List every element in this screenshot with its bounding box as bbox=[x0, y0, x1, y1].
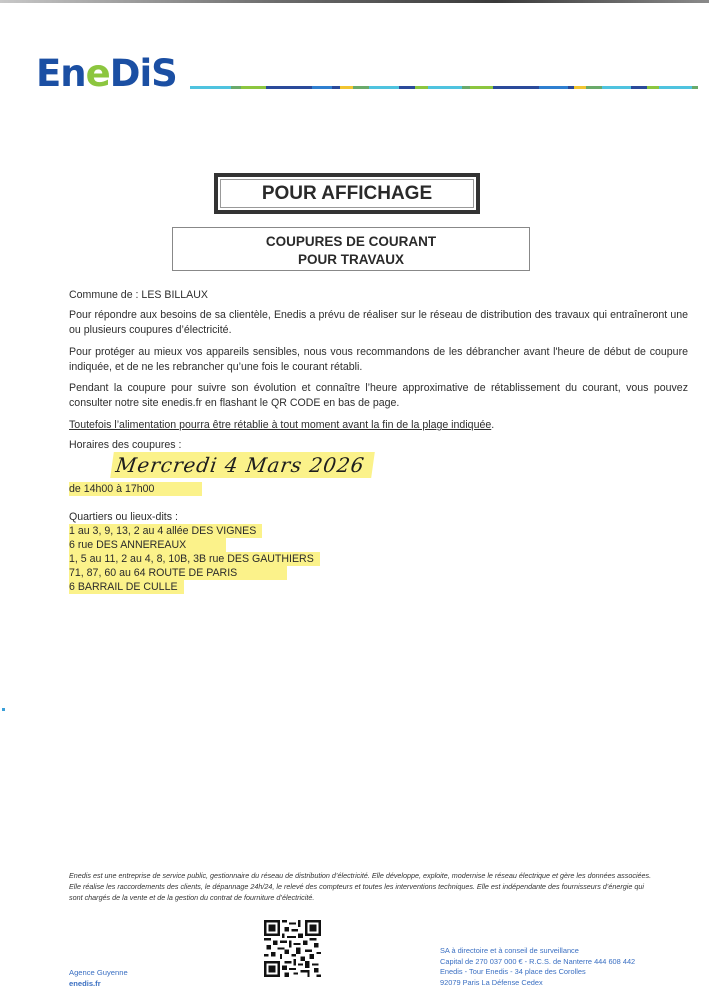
scan-top-edge bbox=[0, 0, 709, 3]
color-bar-segment bbox=[602, 86, 630, 89]
color-bar-segment bbox=[428, 86, 463, 89]
warning-period: . bbox=[491, 419, 495, 431]
color-bar-segment bbox=[332, 86, 340, 89]
color-bar-segment bbox=[399, 86, 415, 89]
subtitle-box bbox=[172, 227, 530, 271]
location-item: 1, 5 au 11, 2 au 4, 8, 10B, 3B rue DES GAUTHIERS bbox=[69, 552, 320, 566]
location-item: 6 BARRAIL DE CULLE bbox=[69, 580, 184, 594]
outage-hours: de 14h00 à 17h00 bbox=[69, 482, 202, 496]
color-bar-segment bbox=[231, 86, 241, 89]
subtitle-line-1: COUPURES DE COURANT bbox=[265, 234, 437, 249]
legal-notice: Enedis est une entreprise de service public, gestionnaire du réseau de distribution d’électricité. Elle développe, exploite, modernise le réseau électrique et gère les données associées. Elle réalise les raccordements des clients, le dépannage 24h/24, le relevé des compteurs et toutes les interventions techniques. Elle est indépendante des fournisseurs d’énergie qui sont chargés de la vente et de la gestion du contrat de fourniture d’électricité. bbox=[69, 871, 652, 902]
company-line: Capital de 270 037 000 € - R.C.S. de Nanterre 444 608 442 bbox=[440, 956, 636, 966]
subtitle-line-2: POUR TRAVAUX bbox=[297, 252, 404, 267]
brand-color-bar bbox=[190, 86, 698, 89]
color-bar-segment bbox=[574, 86, 586, 89]
logo-part-e: e bbox=[85, 52, 110, 95]
scan-mark bbox=[2, 708, 5, 711]
location-item: 1 au 3, 9, 13, 2 au 4 allée DES VIGNES bbox=[69, 524, 262, 538]
paragraph-protect: Pour protéger au mieux vos appareils sensibles, nous vous recommandons de les débrancher avant l'heure de début de coupure indiquée, et de ne les rebrancher qu’une fois le courant rétabli. bbox=[69, 346, 688, 373]
paragraph-intro: Pour répondre aux besoins de sa clientèle, Enedis a prévu de réaliser sur le réseau de distribution des travaux qui entraîneront une ou plusieurs coupures d’électricité. bbox=[69, 309, 688, 336]
color-bar-segment bbox=[266, 86, 312, 89]
handwritten-date: Mercredi 4 Mars 2026 bbox=[110, 452, 374, 478]
color-bar-segment bbox=[631, 86, 647, 89]
agency-block bbox=[69, 967, 128, 989]
locations-label: Quartiers ou lieux-dits : bbox=[69, 511, 178, 523]
color-bar-segment bbox=[369, 86, 399, 89]
color-bar-segment bbox=[241, 86, 266, 89]
company-line: 92079 Paris La Défense Cedex bbox=[440, 977, 543, 987]
company-info bbox=[440, 946, 635, 988]
company-line: Enedis - Tour Enedis - 34 place des Corolles bbox=[440, 967, 586, 976]
qr-code-icon[interactable] bbox=[264, 920, 321, 977]
warning-text: Toutefois l’alimentation pourra être rétablie à tout moment avant la fin de la plage indiquée bbox=[69, 419, 492, 431]
color-bar-segment bbox=[415, 86, 427, 89]
color-bar-segment bbox=[190, 86, 231, 89]
color-bar-segment bbox=[586, 86, 602, 89]
color-bar-segment bbox=[353, 86, 369, 89]
logo-part-en: En bbox=[36, 52, 86, 95]
website-link[interactable]: enedis.fr bbox=[69, 979, 101, 988]
location-item: 71, 87, 60 au 64 ROUTE DE PARIS bbox=[69, 566, 287, 580]
paragraph-follow: Pendant la coupure pour suivre son évolution et connaître l’heure approximative de rétablissement du courant, vous pouvez consulter notre site enedis.fr en flashant le QR CODE en bas de page. bbox=[69, 382, 688, 409]
display-title-box bbox=[214, 173, 480, 214]
commune-line: Commune de : LES BILLAUX bbox=[69, 289, 208, 301]
locations-section bbox=[69, 510, 320, 594]
color-bar-segment bbox=[692, 86, 698, 89]
color-bar-segment bbox=[462, 86, 470, 89]
company-line: SA à directoire et à conseil de surveillance bbox=[440, 946, 579, 955]
color-bar-segment bbox=[493, 86, 540, 89]
agency-name: Agence Guyenne bbox=[69, 968, 128, 977]
color-bar-segment bbox=[470, 86, 492, 89]
color-bar-segment bbox=[659, 86, 692, 89]
enedis-logo bbox=[36, 54, 177, 94]
warning-line bbox=[69, 418, 688, 433]
color-bar-segment bbox=[539, 86, 567, 89]
schedule-label: Horaires des coupures : bbox=[69, 439, 182, 451]
color-bar-segment bbox=[647, 86, 659, 89]
display-title: POUR AFFICHAGE bbox=[261, 182, 433, 204]
color-bar-segment bbox=[312, 86, 332, 89]
location-item: 6 rue DES ANNEREAUX bbox=[69, 538, 226, 552]
logo-part-dis: DiS bbox=[109, 52, 177, 95]
color-bar-segment bbox=[340, 86, 352, 89]
